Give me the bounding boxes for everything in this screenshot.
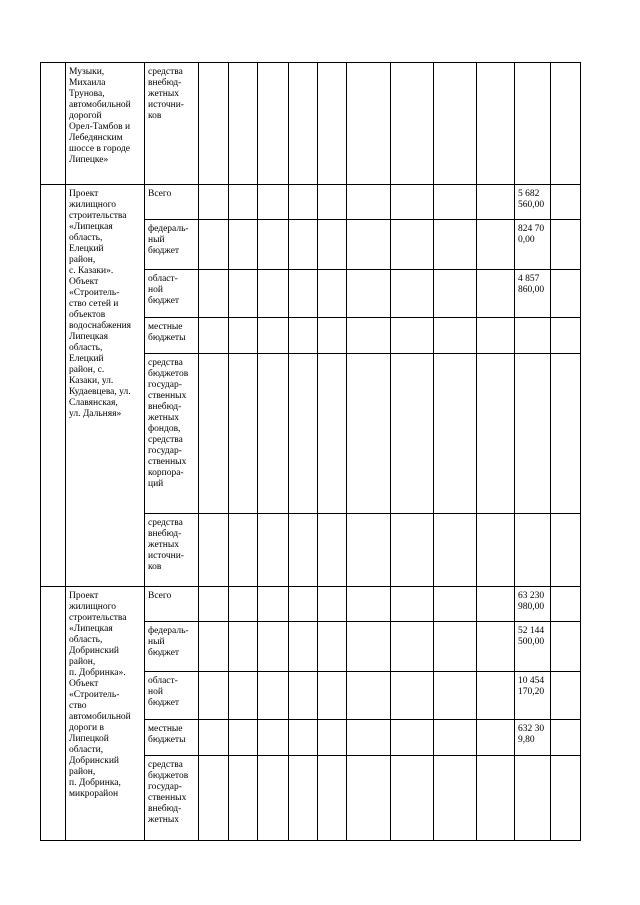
empty-cell (391, 720, 434, 756)
funding-source-cell (145, 587, 199, 622)
empty-cell (289, 514, 318, 587)
empty-cell (229, 354, 258, 514)
empty-cell (391, 185, 434, 220)
amount-cell (515, 514, 551, 587)
project-name-cell (66, 587, 145, 841)
empty-cell (258, 672, 289, 720)
empty-cell (318, 220, 347, 270)
empty-cell (434, 220, 477, 270)
amount-value: 632 30 9,80 (518, 724, 545, 745)
row-number-cell (41, 185, 66, 587)
empty-cell (477, 587, 515, 622)
amount-value: 52 144 500,00 (518, 626, 545, 647)
funding-source-label: местные бюджеты (148, 724, 186, 745)
funding-source-cell (145, 185, 199, 220)
empty-cell (391, 220, 434, 270)
amount-cell (515, 185, 551, 220)
amount-value: 824 70 0,00 (518, 224, 545, 245)
funding-source-cell (145, 672, 199, 720)
empty-cell (258, 185, 289, 220)
empty-cell (434, 318, 477, 354)
empty-cell (551, 587, 581, 622)
funding-source-cell (145, 720, 199, 756)
empty-cell (551, 185, 581, 220)
empty-cell (199, 672, 229, 720)
empty-cell (434, 270, 477, 318)
empty-cell (229, 622, 258, 672)
empty-cell (199, 622, 229, 672)
amount-value: 10 454 170,20 (518, 676, 545, 697)
funding-source-label: област- ной бюджет (148, 274, 180, 306)
empty-cell (289, 587, 318, 622)
empty-cell (551, 756, 581, 841)
empty-cell (199, 220, 229, 270)
empty-cell (477, 756, 515, 841)
empty-cell (318, 354, 347, 514)
empty-cell (229, 318, 258, 354)
empty-cell (391, 354, 434, 514)
empty-cell (258, 354, 289, 514)
empty-cell (551, 220, 581, 270)
amount-cell (515, 756, 551, 841)
amount-value: 5 682 560,00 (518, 189, 545, 210)
empty-cell (318, 720, 347, 756)
empty-cell (289, 756, 318, 841)
empty-cell (258, 720, 289, 756)
amount-cell (515, 270, 551, 318)
empty-cell (391, 672, 434, 720)
funding-source-cell (145, 220, 199, 270)
empty-cell (199, 318, 229, 354)
row-number-cell (41, 587, 66, 841)
table-row (41, 587, 581, 622)
empty-cell (318, 622, 347, 672)
empty-cell (289, 220, 318, 270)
amount-cell (515, 622, 551, 672)
empty-cell (258, 63, 289, 185)
empty-cell (199, 354, 229, 514)
empty-cell (347, 514, 391, 587)
amount-cell (515, 318, 551, 354)
empty-cell (258, 220, 289, 270)
empty-cell (477, 185, 515, 220)
project-name-cell (66, 185, 145, 587)
empty-cell (477, 354, 515, 514)
budget-table (40, 62, 581, 841)
empty-cell (347, 720, 391, 756)
empty-cell (318, 756, 347, 841)
empty-cell (434, 587, 477, 622)
empty-cell (477, 270, 515, 318)
empty-cell (477, 63, 515, 185)
funding-source-label: средства бюджетов государ- ственных внебюд- жетных (148, 760, 189, 825)
empty-cell (258, 756, 289, 841)
empty-cell (347, 270, 391, 318)
amount-cell (515, 63, 551, 185)
empty-cell (199, 185, 229, 220)
empty-cell (477, 622, 515, 672)
empty-cell (434, 185, 477, 220)
empty-cell (258, 514, 289, 587)
empty-cell (289, 63, 318, 185)
empty-cell (289, 720, 318, 756)
empty-cell (347, 220, 391, 270)
empty-cell (199, 63, 229, 185)
empty-cell (551, 720, 581, 756)
empty-cell (289, 185, 318, 220)
empty-cell (391, 622, 434, 672)
amount-value: 4 857 860,00 (518, 274, 545, 295)
empty-cell (391, 270, 434, 318)
funding-source-cell (145, 756, 199, 841)
empty-cell (318, 514, 347, 587)
empty-cell (347, 63, 391, 185)
funding-source-cell (145, 270, 199, 318)
empty-cell (289, 270, 318, 318)
empty-cell (258, 270, 289, 318)
empty-cell (289, 354, 318, 514)
funding-source-label: средства внебюд- жетных источни- ков (148, 67, 184, 121)
funding-source-label: област- ной бюджет (148, 676, 180, 708)
empty-cell (477, 220, 515, 270)
empty-cell (477, 318, 515, 354)
empty-cell (551, 63, 581, 185)
empty-cell (434, 672, 477, 720)
empty-cell (258, 587, 289, 622)
empty-cell (477, 720, 515, 756)
funding-source-label: федераль- ный бюджет (148, 224, 189, 256)
empty-cell (347, 354, 391, 514)
empty-cell (258, 622, 289, 672)
empty-cell (318, 318, 347, 354)
funding-source-label: средства бюджетов государ- ственных внебюд- жетных фондов, средства государ- ственных корпора- ций (148, 358, 189, 489)
empty-cell (318, 672, 347, 720)
empty-cell (199, 587, 229, 622)
amount-cell (515, 587, 551, 622)
empty-cell (229, 270, 258, 318)
amount-value: 63 230 980,00 (518, 591, 545, 612)
empty-cell (199, 756, 229, 841)
empty-cell (477, 514, 515, 587)
funding-source-label: Всего (148, 591, 172, 601)
empty-cell (229, 514, 258, 587)
funding-source-cell (145, 622, 199, 672)
funding-source-label: средства внебюд- жетных источни- ков (148, 518, 184, 572)
row-number-cell (41, 63, 66, 185)
funding-source-cell (145, 354, 199, 514)
empty-cell (391, 587, 434, 622)
funding-source-label: федераль- ный бюджет (148, 626, 189, 658)
empty-cell (477, 672, 515, 720)
empty-cell (347, 756, 391, 841)
empty-cell (551, 354, 581, 514)
empty-cell (229, 672, 258, 720)
empty-cell (229, 63, 258, 185)
empty-cell (551, 622, 581, 672)
empty-cell (229, 720, 258, 756)
amount-cell (515, 220, 551, 270)
empty-cell (391, 318, 434, 354)
funding-source-cell (145, 514, 199, 587)
empty-cell (347, 622, 391, 672)
funding-source-cell (145, 318, 199, 354)
empty-cell (289, 318, 318, 354)
empty-cell (318, 63, 347, 185)
table-row (41, 63, 581, 185)
empty-cell (434, 514, 477, 587)
empty-cell (551, 270, 581, 318)
empty-cell (318, 587, 347, 622)
empty-cell (434, 354, 477, 514)
empty-cell (229, 185, 258, 220)
empty-cell (289, 672, 318, 720)
funding-source-cell (145, 63, 199, 185)
project-name: Проект жилищного строительства «Липецкая область, Елецкий район, с. Казаки». Объект «Строитель- ство сетей и объектов водоснабжения Липецкая область, Елецкий район, с. Казаки, ул. Кудаевцева, ул. Славянская, ул. Дальняя» (69, 189, 132, 419)
empty-cell (551, 672, 581, 720)
empty-cell (199, 270, 229, 318)
empty-cell (391, 756, 434, 841)
empty-cell (318, 185, 347, 220)
empty-cell (347, 672, 391, 720)
project-name-cell (66, 63, 145, 185)
empty-cell (229, 756, 258, 841)
amount-cell (515, 672, 551, 720)
table-row (41, 185, 581, 220)
empty-cell (229, 587, 258, 622)
empty-cell (347, 318, 391, 354)
empty-cell (391, 63, 434, 185)
funding-source-label: местные бюджеты (148, 322, 186, 343)
empty-cell (391, 514, 434, 587)
empty-cell (434, 622, 477, 672)
empty-cell (258, 318, 289, 354)
project-name: Проект жилищного строительства «Липецкая область, Добринский район, п. Добринка». Объект «Строитель- ство автомобильной дороги в Липецкой области, Добринский район, п. Добринка, микрорайон (69, 591, 131, 799)
amount-cell (515, 354, 551, 514)
funding-source-label: Всего (148, 189, 172, 199)
empty-cell (434, 63, 477, 185)
empty-cell (199, 720, 229, 756)
empty-cell (347, 185, 391, 220)
empty-cell (551, 318, 581, 354)
table-body (41, 63, 581, 841)
empty-cell (229, 220, 258, 270)
empty-cell (551, 514, 581, 587)
empty-cell (199, 514, 229, 587)
project-name: Музыки, Михаила Трунова, автомобильной дорогой Орел-Тамбов и Лебедянским шоссе в городе Липецке» (69, 67, 131, 165)
empty-cell (434, 720, 477, 756)
empty-cell (318, 270, 347, 318)
empty-cell (434, 756, 477, 841)
empty-cell (347, 587, 391, 622)
empty-cell (289, 622, 318, 672)
amount-cell (515, 720, 551, 756)
